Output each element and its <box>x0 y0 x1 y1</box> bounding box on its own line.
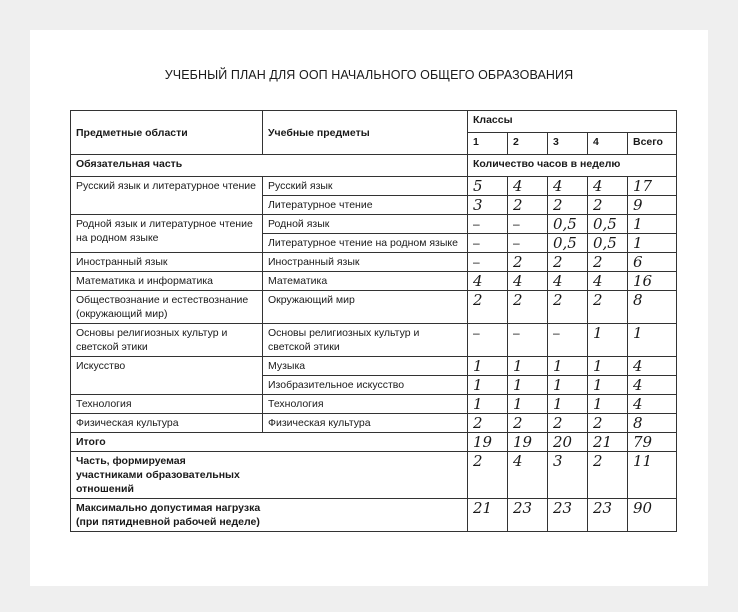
subject-cell: Физическая культура <box>263 414 468 433</box>
mandatory-row <box>71 155 677 177</box>
participants-row <box>71 452 677 499</box>
total-cell: 8 <box>628 414 677 433</box>
area-cell: Родной язык и литературное чтение на родном языке <box>71 215 263 253</box>
mandatory-label: Обязательная часть <box>71 155 468 177</box>
subject-cell: Литературное чтение <box>263 196 468 215</box>
value-cell: 19 <box>508 433 548 452</box>
value-cell: 1 <box>508 395 548 414</box>
value-cell: 4 <box>508 272 548 291</box>
total-cell: 4 <box>628 357 677 376</box>
header-classes: Классы <box>468 111 677 133</box>
value-cell: 4 <box>508 452 548 499</box>
total-label: Итого <box>71 433 468 452</box>
value-cell: 1 <box>588 395 628 414</box>
value-cell: 2 <box>548 414 588 433</box>
value-cell: 1 <box>468 395 508 414</box>
value-cell: 2 <box>468 291 508 324</box>
value-cell: 0,5 <box>548 234 588 253</box>
value-cell: 1 <box>508 357 548 376</box>
table-row <box>71 253 677 272</box>
subject-cell: Русский язык <box>263 177 468 196</box>
table-row <box>71 272 677 291</box>
value-cell: 2 <box>468 414 508 433</box>
total-row <box>71 433 677 452</box>
subject-cell: Иностранный язык <box>263 253 468 272</box>
subject-cell: Литературное чтение на родном языке <box>263 234 468 253</box>
value-cell: 2 <box>588 291 628 324</box>
value-cell: 2 <box>588 452 628 499</box>
value-cell: – <box>508 234 548 253</box>
table-row <box>71 324 677 357</box>
value-cell: 1 <box>588 324 628 357</box>
subject-cell: Музыка <box>263 357 468 376</box>
total-cell: 16 <box>628 272 677 291</box>
header-grade-1: 1 <box>468 133 508 155</box>
value-cell: 1 <box>588 357 628 376</box>
table-row <box>71 177 677 196</box>
subject-cell: Технология <box>263 395 468 414</box>
area-cell: Обществознание и естествознание (окружающий мир) <box>71 291 263 324</box>
value-cell: 3 <box>548 452 588 499</box>
header-row <box>71 111 677 133</box>
area-cell: Основы религиозных культур и светской этики <box>71 324 263 357</box>
value-cell: 1 <box>508 376 548 395</box>
area-cell: Физическая культура <box>71 414 263 433</box>
subject-cell: Окружающий мир <box>263 291 468 324</box>
total-cell: 4 <box>628 376 677 395</box>
value-cell: 21 <box>468 499 508 532</box>
value-cell: 19 <box>468 433 508 452</box>
value-cell: 4 <box>468 272 508 291</box>
total-cell: 11 <box>628 452 677 499</box>
value-cell: – <box>468 234 508 253</box>
table-row <box>71 414 677 433</box>
value-cell: 4 <box>548 177 588 196</box>
value-cell: 2 <box>468 452 508 499</box>
value-cell: 0,5 <box>548 215 588 234</box>
value-cell: 2 <box>548 291 588 324</box>
document-title: УЧЕБНЫЙ ПЛАН ДЛЯ ООП НАЧАЛЬНОГО ОБЩЕГО ОБРАЗОВАНИЯ <box>164 68 574 82</box>
max-load-label: Максимально допустимая нагрузка (при пятидневной рабочей неделе) <box>71 499 468 532</box>
value-cell: 2 <box>508 196 548 215</box>
header-total: Всего <box>628 133 677 155</box>
value-cell: 2 <box>508 414 548 433</box>
subject-cell: Изобразительное искусство <box>263 376 468 395</box>
max-load-row <box>71 499 677 532</box>
value-cell: 1 <box>468 376 508 395</box>
participants-label: Часть, формируемая участниками образовательных отношений <box>71 452 468 499</box>
total-cell: 79 <box>628 433 677 452</box>
value-cell: – <box>468 253 508 272</box>
value-cell: 1 <box>588 376 628 395</box>
header-grade-2: 2 <box>508 133 548 155</box>
value-cell: 2 <box>508 253 548 272</box>
area-cell: Искусство <box>71 357 263 395</box>
value-cell: – <box>508 324 548 357</box>
total-cell: 6 <box>628 253 677 272</box>
total-cell: 9 <box>628 196 677 215</box>
value-cell: 23 <box>588 499 628 532</box>
total-cell: 4 <box>628 395 677 414</box>
subject-cell: Родной язык <box>263 215 468 234</box>
hours-label: Количество часов в неделю <box>468 155 677 177</box>
value-cell: 23 <box>548 499 588 532</box>
area-cell: Иностранный язык <box>71 253 263 272</box>
header-grade-4: 4 <box>588 133 628 155</box>
total-cell: 90 <box>628 499 677 532</box>
value-cell: 2 <box>508 291 548 324</box>
value-cell: 23 <box>508 499 548 532</box>
area-cell: Математика и информатика <box>71 272 263 291</box>
value-cell: 5 <box>468 177 508 196</box>
area-cell: Технология <box>71 395 263 414</box>
value-cell: 2 <box>588 414 628 433</box>
area-cell: Русский язык и литературное чтение <box>71 177 263 215</box>
value-cell: 2 <box>548 253 588 272</box>
value-cell: 2 <box>588 253 628 272</box>
value-cell: – <box>468 215 508 234</box>
subject-cell: Математика <box>263 272 468 291</box>
total-cell: 1 <box>628 234 677 253</box>
value-cell: 2 <box>588 196 628 215</box>
value-cell: 4 <box>588 177 628 196</box>
value-cell: – <box>508 215 548 234</box>
header-subjects: Учебные предметы <box>263 111 468 155</box>
value-cell: 4 <box>548 272 588 291</box>
value-cell: 20 <box>548 433 588 452</box>
total-cell: 1 <box>628 324 677 357</box>
total-cell: 1 <box>628 215 677 234</box>
value-cell: 3 <box>468 196 508 215</box>
table-row <box>71 395 677 414</box>
total-cell: 8 <box>628 291 677 324</box>
value-cell: 2 <box>548 196 588 215</box>
value-cell: 21 <box>588 433 628 452</box>
value-cell: – <box>548 324 588 357</box>
subject-cell: Основы религиозных культур и светской этики <box>263 324 468 357</box>
value-cell: 4 <box>588 272 628 291</box>
value-cell: 4 <box>508 177 548 196</box>
value-cell: 1 <box>548 376 588 395</box>
table-row <box>71 291 677 324</box>
curriculum-table <box>70 110 677 532</box>
table-row <box>71 357 677 376</box>
table-row <box>71 215 677 234</box>
value-cell: 1 <box>548 357 588 376</box>
value-cell: 0,5 <box>588 215 628 234</box>
value-cell: 1 <box>548 395 588 414</box>
value-cell: 0,5 <box>588 234 628 253</box>
header-grade-3: 3 <box>548 133 588 155</box>
document-page <box>30 30 708 586</box>
value-cell: 1 <box>468 357 508 376</box>
value-cell: – <box>468 324 508 357</box>
header-areas: Предметные области <box>71 111 263 155</box>
total-cell: 17 <box>628 177 677 196</box>
